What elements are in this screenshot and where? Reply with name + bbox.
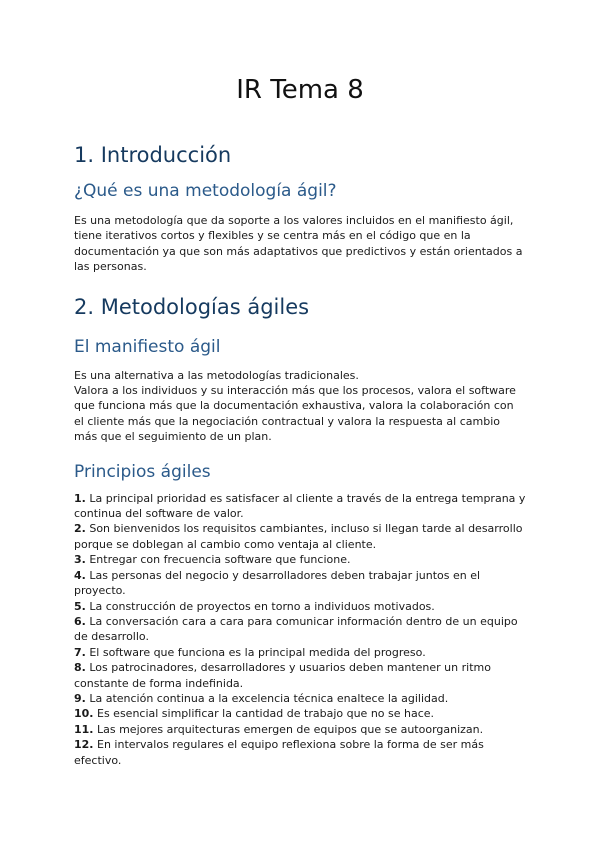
principle-number: 12. [74,738,94,752]
principle-number: 7. [74,645,86,659]
principle-number: 3. [74,553,86,567]
principle-text: Las mejores arquitecturas emergen de equipos que se autoorganizan. [93,722,484,736]
principle-text: La conversación cara a cara para comunicar información dentro de un equipo de desarrollo. [74,614,518,644]
principle-number: 9. [74,691,86,705]
subsection-heading-que-es: ¿Qué es una metodología ágil? [74,181,337,201]
principle-item [74,521,526,552]
principle-item [74,645,526,660]
principle-text: La principal prioridad es satisfacer al cliente a través de la entrega temprana y continua del software de valor. [74,491,526,521]
principle-number: 4. [74,568,86,582]
manifiesto-line: Valora a los individuos y su interacción más que los procesos, valora el software que funciona más que la documentación exhaustiva, valora la colaboración con el cliente más que la negociación contractual y valora la respuesta al cambio más que el seguimiento de un plan. [74,384,516,444]
principle-text: Son bienvenidos los requisitos cambiantes, incluso si llegan tarde al desarrollo porque se doblegan al cambio como ventaja al cliente. [74,522,523,551]
principle-number: 8. [74,661,86,675]
principle-number: 10. [74,707,94,721]
principle-item [74,614,526,645]
principle-number: 1. [74,491,86,505]
principle-text: Las personas del negocio y desarrolladores deben trabajar juntos en el proyecto. [74,568,481,598]
principle-item [74,660,526,691]
principle-number: 11. [74,722,94,736]
principle-text: Los patrocinadores, desarrolladores y usuarios deben mantener un ritmo constante de forma indefinida. [74,661,491,690]
principle-item [74,691,526,706]
principle-number: 6. [74,614,86,628]
principle-number: 5. [74,599,86,613]
principle-text: En intervalos regulares el equipo reflexiona sobre la forma de ser más efectivo. [74,738,484,767]
principle-item [74,552,526,567]
subsection-heading-principios: Principios ágiles [74,461,211,482]
principle-text: La atención continua a la excelencia técnica enaltece la agilidad. [85,691,449,705]
principle-item [74,491,526,522]
paragraph-que-es: Es una metodología que da soporte a los valores incluidos en el manifiesto ágil, tiene iterativos cortos y flexibles y se centra más en el código que en la documentación ya que son más adaptativos que predictivos y están orientados a las personas. [74,214,523,274]
principle-item [74,568,526,599]
document-title: IR Tema 8 [236,75,364,105]
principles-list [74,491,526,768]
principle-item [74,722,526,737]
principle-text: Entregar con frecuencia software que funcione. [85,553,351,567]
principle-text: El software que funciona es la principal medida del progreso. [85,645,426,659]
principle-item [74,706,526,721]
paragraph-manifiesto [74,368,526,445]
section-heading-metodologias: 2. Metodologías ágiles [74,294,310,319]
principle-item [74,599,526,614]
manifiesto-line: Es una alternativa a las metodologías tradicionales. [74,368,359,382]
subsection-heading-manifiesto: El manifiesto ágil [74,336,221,357]
principle-text: La construcción de proyectos en torno a individuos motivados. [85,599,435,613]
principle-text: Es esencial simplificar la cantidad de trabajo que no se hace. [93,707,435,721]
principle-item [74,737,526,768]
section-heading-introduccion: 1. Introducción [74,143,232,167]
principle-number: 2. [74,522,86,536]
